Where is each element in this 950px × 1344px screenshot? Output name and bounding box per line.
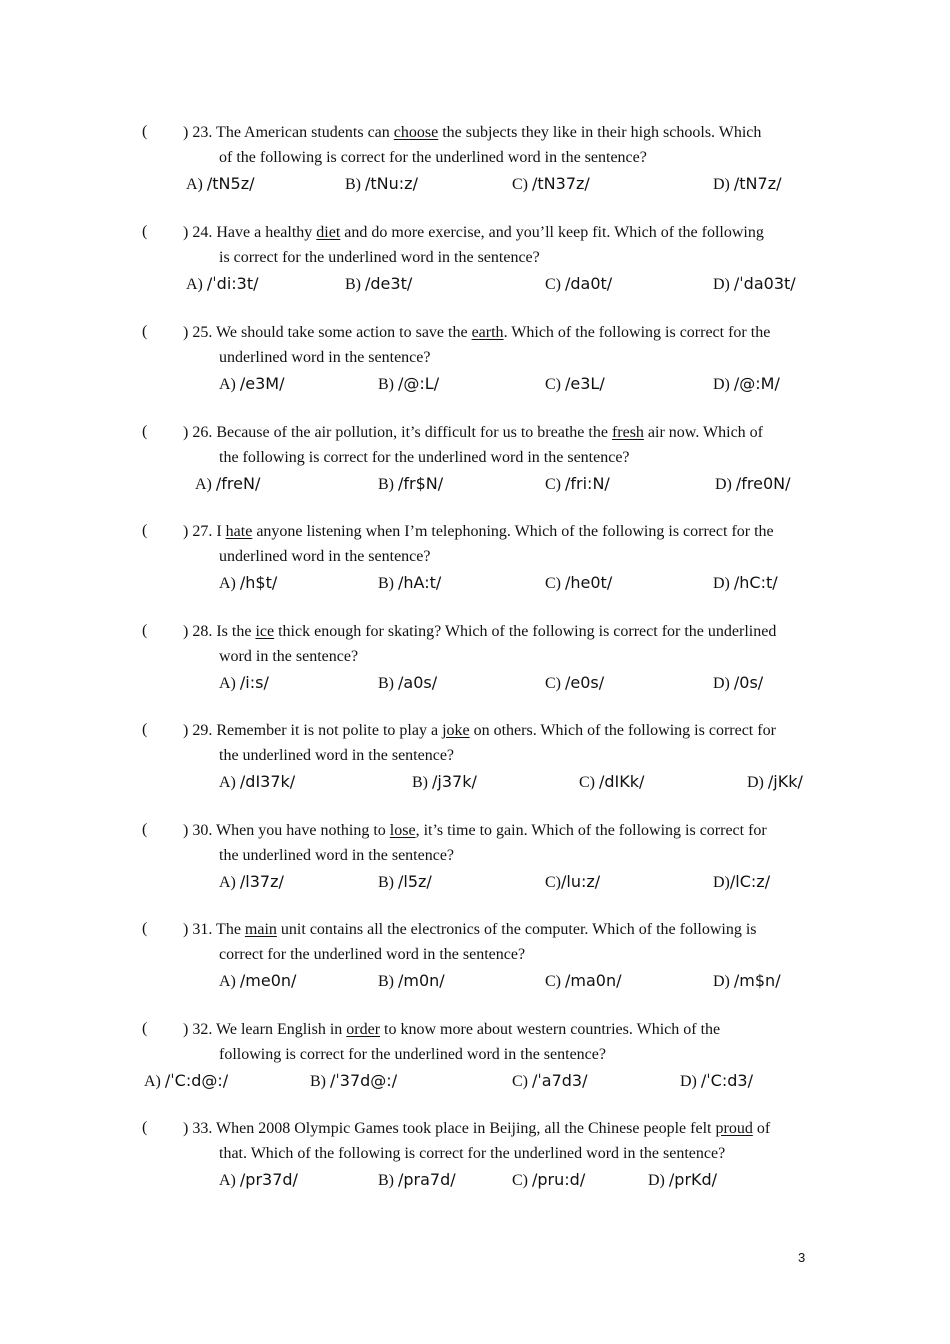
phonetic-transcription: /h$t/ (239, 573, 278, 592)
phonetic-transcription: /lu:z/ (561, 872, 601, 891)
option-letter: C) (545, 675, 565, 692)
phonetic-transcription: /dI37k/ (239, 772, 296, 791)
question-29 (0, 718, 950, 818)
option-letter: C) (545, 476, 565, 493)
option-a[interactable] (219, 373, 285, 396)
phonetic-transcription: /l37z/ (239, 872, 284, 891)
answer-blank[interactable]: ( (142, 622, 148, 639)
option-letter: A) (219, 675, 240, 692)
question-24 (0, 220, 950, 320)
underlined-word: choose (393, 124, 439, 141)
phonetic-transcription: /@:M/ (733, 374, 780, 393)
option-b[interactable] (378, 373, 439, 396)
answer-blank[interactable]: ( (142, 721, 148, 738)
answer-blank[interactable]: ( (142, 123, 148, 140)
option-letter: B) (378, 874, 398, 891)
option-letter: A) (219, 1172, 240, 1189)
option-a[interactable] (195, 473, 260, 496)
question-text: ) 31. The main unit contains all the electronics of the computer. Which of the following is correct for the underlined word in the sentence? (183, 921, 757, 963)
option-c[interactable] (545, 273, 612, 296)
option-b[interactable] (310, 1070, 397, 1093)
question-33 (0, 1116, 950, 1216)
option-b[interactable] (378, 970, 445, 993)
phonetic-transcription: /tNu:z/ (365, 174, 418, 193)
question-text: ) 23. The American students can choose the subjects they like in their high schools. Which of the following is correct for the underlined word in the sentence? (183, 124, 762, 166)
option-letter: D) (713, 176, 734, 193)
underlined-word: ice (255, 623, 275, 640)
option-letter: A) (219, 973, 240, 990)
underlined-word: hate (225, 523, 253, 540)
option-letter: B) (345, 176, 365, 193)
question-text: ) 26. Because of the air pollution, it’s difficult for us to breathe the fresh air now. Which of the following is correct for the underlined word in the sentence? (183, 424, 763, 466)
option-letter: B) (378, 575, 398, 592)
option-d[interactable] (713, 373, 780, 396)
question-number: 23 (192, 124, 209, 141)
option-d[interactable] (713, 672, 763, 695)
phonetic-transcription: /ˈC:d3/ (700, 1071, 753, 1090)
question-text: ) 29. Remember it is not polite to play a joke on others. Which of the following is correct for the underlined word in the sentence? (183, 722, 776, 764)
phonetic-transcription: /e3L/ (565, 374, 605, 393)
option-c[interactable] (545, 672, 604, 695)
question-number: 33 (192, 1120, 209, 1137)
option-letter: A) (195, 476, 216, 493)
option-a[interactable] (219, 970, 296, 993)
option-letter: C) (545, 376, 565, 393)
option-letter: D) (747, 774, 768, 791)
option-c[interactable] (512, 1070, 588, 1093)
option-letter: D) (713, 276, 734, 293)
option-letter: D) (680, 1073, 701, 1090)
underlined-word: fresh (611, 424, 644, 441)
question-23 (0, 120, 950, 220)
phonetic-transcription: /0s/ (733, 673, 764, 692)
phonetic-transcription: /da0t/ (565, 274, 613, 293)
option-a[interactable] (219, 771, 295, 794)
option-d[interactable] (713, 273, 796, 296)
phonetic-transcription: /ˈC:d@:/ (164, 1071, 229, 1090)
question-text: ) 33. When 2008 Olympic Games took place in Beijing, all the Chinese people felt proud of that. Which of the following is correct for the underlined word in the sentence? (183, 1120, 771, 1162)
phonetic-transcription: /l5z/ (398, 872, 432, 891)
option-a[interactable] (144, 1070, 228, 1093)
phonetic-transcription: /pru:d/ (532, 1170, 586, 1189)
phonetic-transcription: /e0s/ (565, 673, 605, 692)
option-b[interactable] (378, 473, 443, 496)
option-d[interactable] (747, 771, 803, 794)
option-letter: A) (219, 575, 240, 592)
question-number: 31 (192, 921, 209, 938)
question-text: ) 24. Have a healthy diet and do more exercise, and you’ll keep fit. Which of the following is correct for the underlined word in the sentence? (183, 224, 764, 266)
option-b[interactable] (378, 1169, 456, 1192)
option-letter: D) (648, 1172, 669, 1189)
question-text: ) 30. When you have nothing to lose, it’s time to gain. Which of the following is correct for the underlined word in the sentence? (183, 822, 767, 864)
phonetic-transcription: /prKd/ (668, 1170, 718, 1189)
option-c[interactable] (512, 173, 590, 196)
option-letter: B) (378, 675, 398, 692)
answer-blank[interactable]: ( (142, 1020, 148, 1037)
option-c[interactable] (545, 871, 600, 894)
option-c[interactable] (545, 373, 605, 396)
question-text: ) 28. Is the ice thick enough for skating? Which of the following is correct for the underlined word in the sentence? (183, 623, 777, 665)
option-letter: C) (512, 1172, 532, 1189)
option-letter: A) (186, 276, 207, 293)
phonetic-transcription: /tN7z/ (733, 174, 782, 193)
option-b[interactable] (412, 771, 477, 794)
option-letter: D) (713, 575, 734, 592)
option-letter: B) (378, 476, 398, 493)
answer-blank[interactable]: ( (142, 323, 148, 340)
phonetic-transcription: /fri:N/ (565, 474, 610, 493)
phonetic-transcription: /ˈda03t/ (733, 274, 796, 293)
option-letter: B) (378, 376, 398, 393)
answer-blank[interactable]: ( (142, 1119, 148, 1136)
question-number: 24 (192, 224, 209, 241)
underlined-word: order (346, 1021, 381, 1038)
answer-blank[interactable]: ( (142, 920, 148, 937)
phonetic-transcription: /lC:z/ (729, 872, 771, 891)
question-text: ) 32. We learn English in order to know more about western countries. Which of the following is correct for the underlined word in the sentence? (183, 1021, 721, 1063)
option-c[interactable] (545, 970, 622, 993)
option-d[interactable] (648, 1169, 717, 1192)
option-c[interactable] (545, 572, 612, 595)
underlined-word: earth (471, 324, 504, 341)
question-27 (0, 519, 950, 619)
option-letter: D) (713, 874, 730, 891)
option-letter: D) (715, 476, 736, 493)
phonetic-transcription: /hC:t/ (733, 573, 778, 592)
question-number: 32 (192, 1021, 209, 1038)
underlined-word: lose (389, 822, 416, 839)
question-25 (0, 320, 950, 420)
page-number: 3 (798, 1250, 806, 1265)
phonetic-transcription: /m$n/ (733, 971, 781, 990)
underlined-word: diet (316, 224, 341, 241)
answer-blank[interactable]: ( (142, 522, 148, 539)
option-d[interactable] (713, 572, 778, 595)
question-number: 29 (192, 722, 209, 739)
option-a[interactable] (186, 273, 259, 296)
underlined-word: joke (442, 722, 470, 739)
option-d[interactable] (680, 1070, 753, 1093)
question-32 (0, 1017, 950, 1117)
option-letter: B) (378, 973, 398, 990)
answer-blank[interactable]: ( (142, 821, 148, 838)
option-letter: A) (219, 874, 240, 891)
phonetic-transcription: /i:s/ (239, 673, 269, 692)
option-a[interactable] (219, 1169, 298, 1192)
phonetic-transcription: /ˈa7d3/ (532, 1071, 588, 1090)
phonetic-transcription: /tN37z/ (532, 174, 590, 193)
option-c[interactable] (545, 473, 610, 496)
phonetic-transcription: /ˈdi:3t/ (206, 274, 259, 293)
question-text: ) 25. We should take some action to save the earth. Which of the following is correct for the underlined word in the sentence? (183, 324, 771, 366)
option-letter: B) (378, 1172, 398, 1189)
phonetic-transcription: /ˈ37d@:/ (330, 1071, 398, 1090)
option-b[interactable] (345, 273, 412, 296)
option-d[interactable] (713, 871, 770, 894)
phonetic-transcription: /fr$N/ (398, 474, 444, 493)
phonetic-transcription: /dIKk/ (599, 772, 645, 791)
question-31 (0, 917, 950, 1017)
option-letter: C) (545, 973, 565, 990)
option-letter: A) (219, 376, 240, 393)
option-c[interactable] (512, 1169, 585, 1192)
phonetic-transcription: /de3t/ (365, 274, 413, 293)
answer-blank[interactable]: ( (142, 223, 148, 240)
phonetic-transcription: /@:L/ (398, 374, 440, 393)
question-26 (0, 420, 950, 520)
option-b[interactable] (378, 672, 437, 695)
phonetic-transcription: /hA:t/ (398, 573, 442, 592)
option-d[interactable] (713, 173, 782, 196)
phonetic-transcription: /j37k/ (432, 772, 477, 791)
option-letter: C) (545, 276, 565, 293)
phonetic-transcription: /ma0n/ (565, 971, 622, 990)
option-letter: C) (545, 575, 565, 592)
question-number: 26 (192, 424, 209, 441)
option-a[interactable] (186, 173, 255, 196)
option-b[interactable] (378, 871, 432, 894)
phonetic-transcription: /he0t/ (565, 573, 613, 592)
underlined-word: main (244, 921, 277, 938)
question-number: 30 (192, 822, 209, 839)
option-letter: A) (186, 176, 207, 193)
phonetic-transcription: /a0s/ (398, 673, 438, 692)
option-letter: C) (512, 176, 532, 193)
option-letter: C) (512, 1073, 532, 1090)
phonetic-transcription: /e3M/ (239, 374, 285, 393)
phonetic-transcription: /jKk/ (767, 772, 803, 791)
option-letter: A) (144, 1073, 165, 1090)
phonetic-transcription: /pr37d/ (239, 1170, 298, 1189)
phonetic-transcription: /m0n/ (398, 971, 445, 990)
question-number: 28 (192, 623, 209, 640)
option-letter: A) (219, 774, 240, 791)
option-d[interactable] (713, 970, 781, 993)
option-letter: B) (310, 1073, 330, 1090)
option-a[interactable] (219, 672, 269, 695)
option-a[interactable] (219, 572, 277, 595)
option-b[interactable] (345, 173, 418, 196)
question-30 (0, 818, 950, 918)
option-letter: B) (412, 774, 432, 791)
phonetic-transcription: /fre0N/ (735, 474, 791, 493)
question-28 (0, 619, 950, 719)
option-letter: B) (345, 276, 365, 293)
option-letter: C) (545, 874, 561, 891)
phonetic-transcription: /freN/ (215, 474, 261, 493)
phonetic-transcription: /tN5z/ (206, 174, 255, 193)
phonetic-transcription: /pra7d/ (398, 1170, 456, 1189)
answer-blank[interactable]: ( (142, 423, 148, 440)
phonetic-transcription: /me0n/ (239, 971, 297, 990)
option-d[interactable] (715, 473, 791, 496)
option-letter: D) (713, 376, 734, 393)
option-letter: D) (713, 675, 734, 692)
option-letter: D) (713, 973, 734, 990)
question-number: 27 (192, 523, 209, 540)
question-number: 25 (192, 324, 209, 341)
underlined-word: proud (715, 1120, 753, 1137)
option-c[interactable] (579, 771, 644, 794)
question-text: ) 27. I hate anyone listening when I’m telephoning. Which of the following is correct for the underlined word in the sentence? (183, 523, 774, 565)
option-letter: C) (579, 774, 599, 791)
option-b[interactable] (378, 572, 441, 595)
option-a[interactable] (219, 871, 284, 894)
